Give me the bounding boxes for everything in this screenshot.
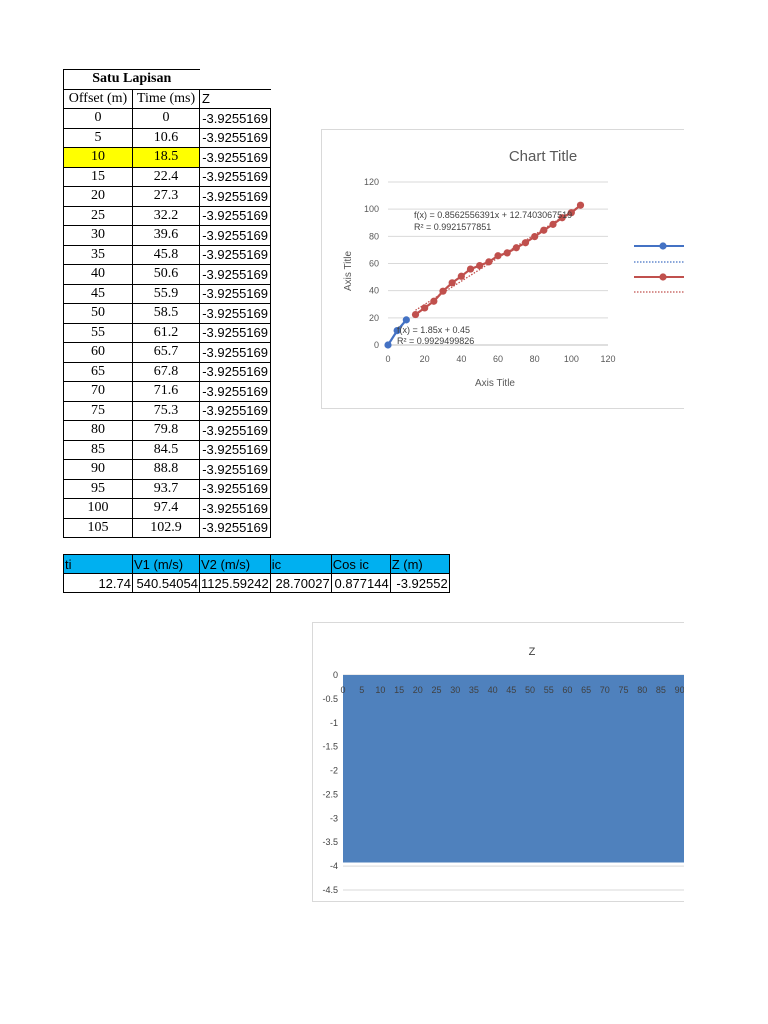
z-area-chart [313,623,684,901]
data-point [430,298,437,305]
cell-time: 75.3 [133,401,200,421]
x-tick-label: 70 [599,685,610,695]
table-row [64,206,271,226]
cell-offset: 60 [64,343,133,363]
results-value-row [64,574,450,593]
table-row [64,128,271,148]
x-tick-label: 35 [468,685,479,695]
x-tick-label: 65 [581,685,592,695]
cell-time: 50.6 [133,265,200,285]
table-row [64,167,271,187]
cell-time: 67.8 [133,362,200,382]
data-point [403,316,410,323]
table-title: Satu Lapisan [64,70,200,90]
cell-offset: 0 [64,109,133,129]
table-row [64,265,271,285]
cell-time: 93.7 [133,479,200,499]
y-tick-label: -4 [329,861,338,872]
value-ti: 12.74 [64,574,133,593]
offset-time-table [63,69,271,538]
chart-legend [634,242,684,292]
cell-z: -3.9255169 [200,206,271,226]
cell-z: -3.9255169 [200,343,271,363]
cell-z: -3.9255169 [200,284,271,304]
table-row [64,401,271,421]
x-tick-label: 85 [655,685,666,695]
cell-z: -3.9255169 [200,245,271,265]
cell-z: -3.9255169 [200,128,271,148]
table-row [64,304,271,324]
x-tick-label: 10 [375,685,386,695]
x-tick-label: 25 [431,685,442,695]
y-tick-label: -3.5 [322,837,338,848]
trendline-equation-blue: f(x) = 1.85x + 0.45 [397,325,471,335]
y-tick-label: -3 [329,813,338,824]
cell-offset: 75 [64,401,133,421]
cell-z: -3.9255169 [200,304,271,324]
x-tick-label: 40 [487,685,498,695]
table-row [64,109,271,129]
cell-offset: 90 [64,460,133,480]
table-row [64,284,271,304]
x-tick-label: 60 [562,685,573,695]
header-offset: Offset (m) [64,89,133,109]
cell-z: -3.9255169 [200,421,271,441]
table-row [64,460,271,480]
cell-z: -3.9255169 [200,460,271,480]
results-table [63,554,450,593]
data-point [549,221,556,228]
data-point [540,227,547,234]
data-point [476,262,483,269]
cell-z: -3.9255169 [200,226,271,246]
cell-offset: 5 [64,128,133,148]
data-point [494,252,501,259]
header-time: Time (ms) [133,89,200,109]
table-body [64,109,271,538]
z-chart-y-tick-labels [322,670,338,895]
cell-time: 18.5 [133,148,200,168]
cell-z: -3.9255169 [200,479,271,499]
x-tick-label: 40 [456,354,467,364]
x-tick-label: 5 [359,685,365,695]
cell-offset: 95 [64,479,133,499]
cell-z: -3.9255169 [200,518,271,538]
cell-offset: 45 [64,284,133,304]
x-tick-label: 100 [563,354,579,364]
header-v1: V1 (m/s) [133,555,200,574]
value-z-m: -3.92552 [390,574,449,593]
cell-offset: 105 [64,518,133,538]
value-v1: 540.54054 [133,574,200,593]
cell-z: -3.9255169 [200,109,271,129]
data-point [412,311,419,318]
table-row [64,343,271,363]
x-tick-label: 20 [419,354,430,364]
data-point [504,249,511,256]
scatter-chart-frame[interactable] [321,129,684,409]
table-row [64,148,271,168]
value-v2: 1125.59242 [201,575,269,591]
cell-offset: 100 [64,499,133,519]
cell-offset: 15 [64,167,133,187]
x-tick-label: 20 [412,685,423,695]
x-tick-label: 50 [524,685,536,695]
results-header-row [64,555,450,574]
x-tick-label: 45 [506,685,517,695]
header-ti: ti [64,555,133,574]
y-tick-label: -2 [329,765,338,776]
table-row [64,499,271,519]
data-point [467,265,474,272]
y-tick-label: -4.5 [322,885,338,895]
cell-offset: 50 [64,304,133,324]
value-ic: 28.70027 [270,574,331,593]
y-tick-label: 0 [373,340,379,350]
legend-marker [659,273,666,280]
header-z: Z [202,91,210,107]
chart-gridlines [388,182,608,345]
y-tick-label: -0.5 [322,693,338,704]
x-tick-label: 120 [600,354,616,364]
x-axis-title: Axis Title [474,378,516,389]
data-point [458,273,465,280]
cell-time: 39.6 [133,226,200,246]
cell-z: -3.9255169 [200,440,271,460]
cell-offset: 55 [64,323,133,343]
cell-offset: 70 [64,382,133,402]
header-v2: V2 (m/s) [200,555,271,574]
table-header-row [64,89,271,109]
legend-marker [659,242,666,249]
x-tick-label: 55 [543,685,554,695]
y-tick-label: 80 [368,231,379,242]
table-title-row [64,70,271,90]
table-row [64,382,271,402]
table-row [64,323,271,343]
cell-offset: 20 [64,187,133,207]
cell-offset: 10 [64,148,133,168]
cell-z: -3.9255169 [200,401,271,421]
data-point [485,258,492,265]
x-tick-label: 15 [394,685,405,695]
cell-offset: 85 [64,440,133,460]
cell-time: 55.9 [133,284,200,304]
x-tick-label: 90 [674,685,684,695]
x-tick-label: 0 [385,354,391,364]
z-area-fill [343,675,684,863]
cell-time: 102.9 [133,518,200,538]
trendline-r2-blue: R² = 0.9929499826 [397,336,475,346]
table-row [64,245,271,265]
data-point [421,304,428,311]
data-point [513,244,520,251]
cell-z: -3.9255169 [200,167,271,187]
y-tick-label: 20 [368,312,379,323]
data-point [531,233,538,240]
data-point [384,341,391,348]
trendline-equation-red: f(x) = 0.8562556391x + 12.7403067519 [414,210,573,220]
cell-z: -3.9255169 [200,382,271,402]
x-tick-label: 80 [637,685,648,695]
header-z-m: Z (m) [390,555,449,574]
data-point [439,288,446,295]
cell-time: 65.7 [133,343,200,363]
cell-time: 88.8 [133,460,200,480]
cell-z: -3.9255169 [200,323,271,343]
cell-offset: 65 [64,362,133,382]
cell-time: 61.2 [133,323,200,343]
cell-time: 27.3 [133,187,200,207]
cell-offset: 35 [64,245,133,265]
cell-offset: 25 [64,206,133,226]
table-row [64,187,271,207]
cell-z: -3.9255169 [200,265,271,285]
data-point [522,239,529,246]
y-tick-label: -2.5 [322,789,338,800]
table-row [64,421,271,441]
cell-time: 10.6 [133,128,200,148]
scatter-chart [322,130,684,408]
y-tick-label: 40 [368,285,379,296]
table-row [64,440,271,460]
z-chart-area [343,675,684,863]
y-tick-label: 100 [363,204,379,215]
y-tick-label: 120 [363,177,379,187]
cell-time: 32.2 [133,206,200,226]
cell-time: 0 [133,109,200,129]
cell-offset: 30 [64,226,133,246]
y-axis-title: Axis Title [343,250,354,292]
z-chart-title: Z [528,646,536,658]
y-tick-label: -1.5 [322,741,338,752]
table-row [64,362,271,382]
header-cos-ic: Cos ic [331,555,390,574]
y-tick-label: 0 [332,670,338,680]
x-tick-label: 75 [618,685,629,695]
cell-offset: 80 [64,421,133,441]
data-point [449,279,456,286]
cell-time: 79.8 [133,421,200,441]
z-area-chart-frame[interactable] [312,622,684,902]
table-row [64,518,271,538]
table-row [64,226,271,246]
cell-time: 71.6 [133,382,200,402]
y-tick-label: -1 [329,717,338,728]
trendline-r2-red: R² = 0.9921577851 [414,222,492,232]
value-cos-ic: 0.877144 [331,574,390,593]
cell-z: -3.9255169 [200,362,271,382]
x-tick-label: 80 [529,354,540,364]
cell-time: 45.8 [133,245,200,265]
header-ic: ic [270,555,331,574]
cell-time: 97.4 [133,499,200,519]
cell-time: 84.5 [133,440,200,460]
cell-time: 22.4 [133,167,200,187]
table-row [64,479,271,499]
cell-z: -3.9255169 [200,187,271,207]
cell-offset: 40 [64,265,133,285]
y-tick-label: 60 [368,258,379,269]
cell-z: -3.9255169 [200,148,271,168]
x-tick-label: 30 [450,685,461,695]
cell-z: -3.9255169 [200,499,271,519]
cell-time: 58.5 [133,304,200,324]
x-tick-label: 60 [492,354,504,364]
x-tick-label: 0 [340,685,346,695]
data-point [577,202,584,209]
chart-title: Chart Title [508,148,578,165]
